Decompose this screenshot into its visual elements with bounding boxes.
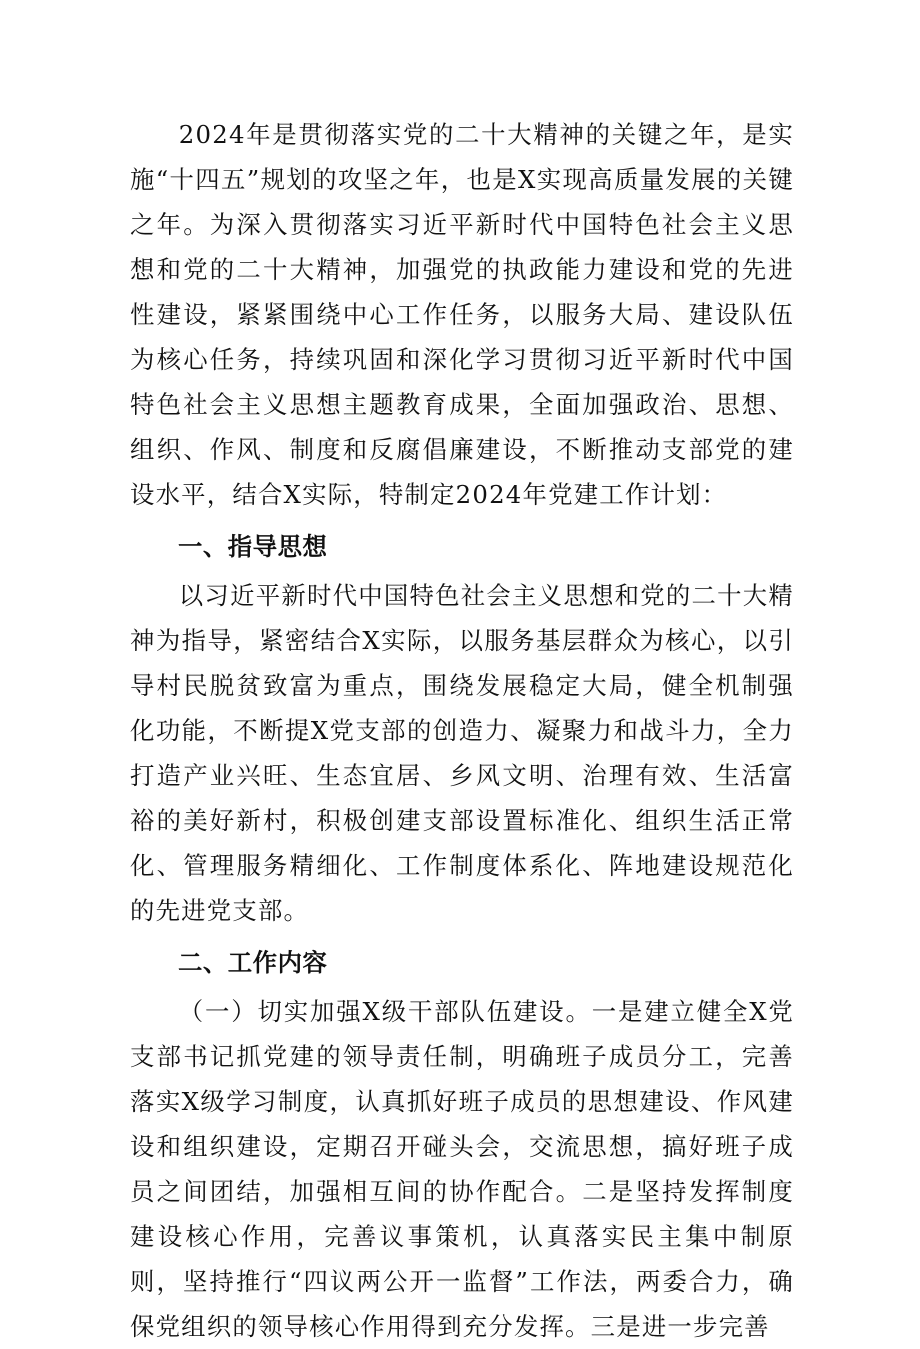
section-heading-guiding-ideology: 一、指导思想	[178, 532, 328, 561]
section-heading-work-content: 二、工作内容	[178, 948, 328, 977]
guiding-ideology-paragraph: 以习近平新时代中国特色社会主义思想和党的二十大精神为指导，紧密结合X实际，以服务基层群众为核心，以引导村民脱贫致富为重点，围绕发展稳定大局，健全机制强化功能，不断提X党支部的创造力、凝聚力和战斗力，全力打造产业兴旺、生态宜居、乡风文明、治理有效、生活富裕的美好新村，积极创建支部设置标准化、组织生活正常化、管理服务精细化、工作制度体系化、阵地建设规范化的先进党支部。	[130, 581, 794, 925]
document-body	[130, 112, 794, 1349]
work-content-paragraph: （一）切实加强X级干部队伍建设。一是建立健全X党支部书记抓党建的领导责任制，明确班子成员分工，完善落实X级学习制度，认真抓好班子成员的思想建设、作风建设和组织建设，定期召开碰头会，交流思想，搞好班子成员之间团结，加强相互间的协作配合。二是坚持发挥制度建设核心作用，完善议事策机，认真落实民主集中制原则，坚持推行“四议两公开一监督”工作法，两委合力，确保党组织的领导核心作用得到充分发挥。三是进一步完善	[130, 997, 794, 1341]
intro-paragraph: 2024年是贯彻落实党的二十大精神的关键之年，是实施“十四五”规划的攻坚之年，也是X实现高质量发展的关键之年。为深入贯彻落实习近平新时代中国特色社会主义思想和党的二十大精神，加强党的执政能力建设和党的先进性建设，紧紧围绕中心工作任务，以服务大局、建设队伍为核心任务，持续巩固和深化学习贯彻习近平新时代中国特色社会主义思想主题教育成果，全面加强政治、思想、组织、作风、制度和反腐倡廉建设，不断推动支部党的建设水平，结合X实际，特制定2024年党建工作计划：	[130, 120, 794, 509]
